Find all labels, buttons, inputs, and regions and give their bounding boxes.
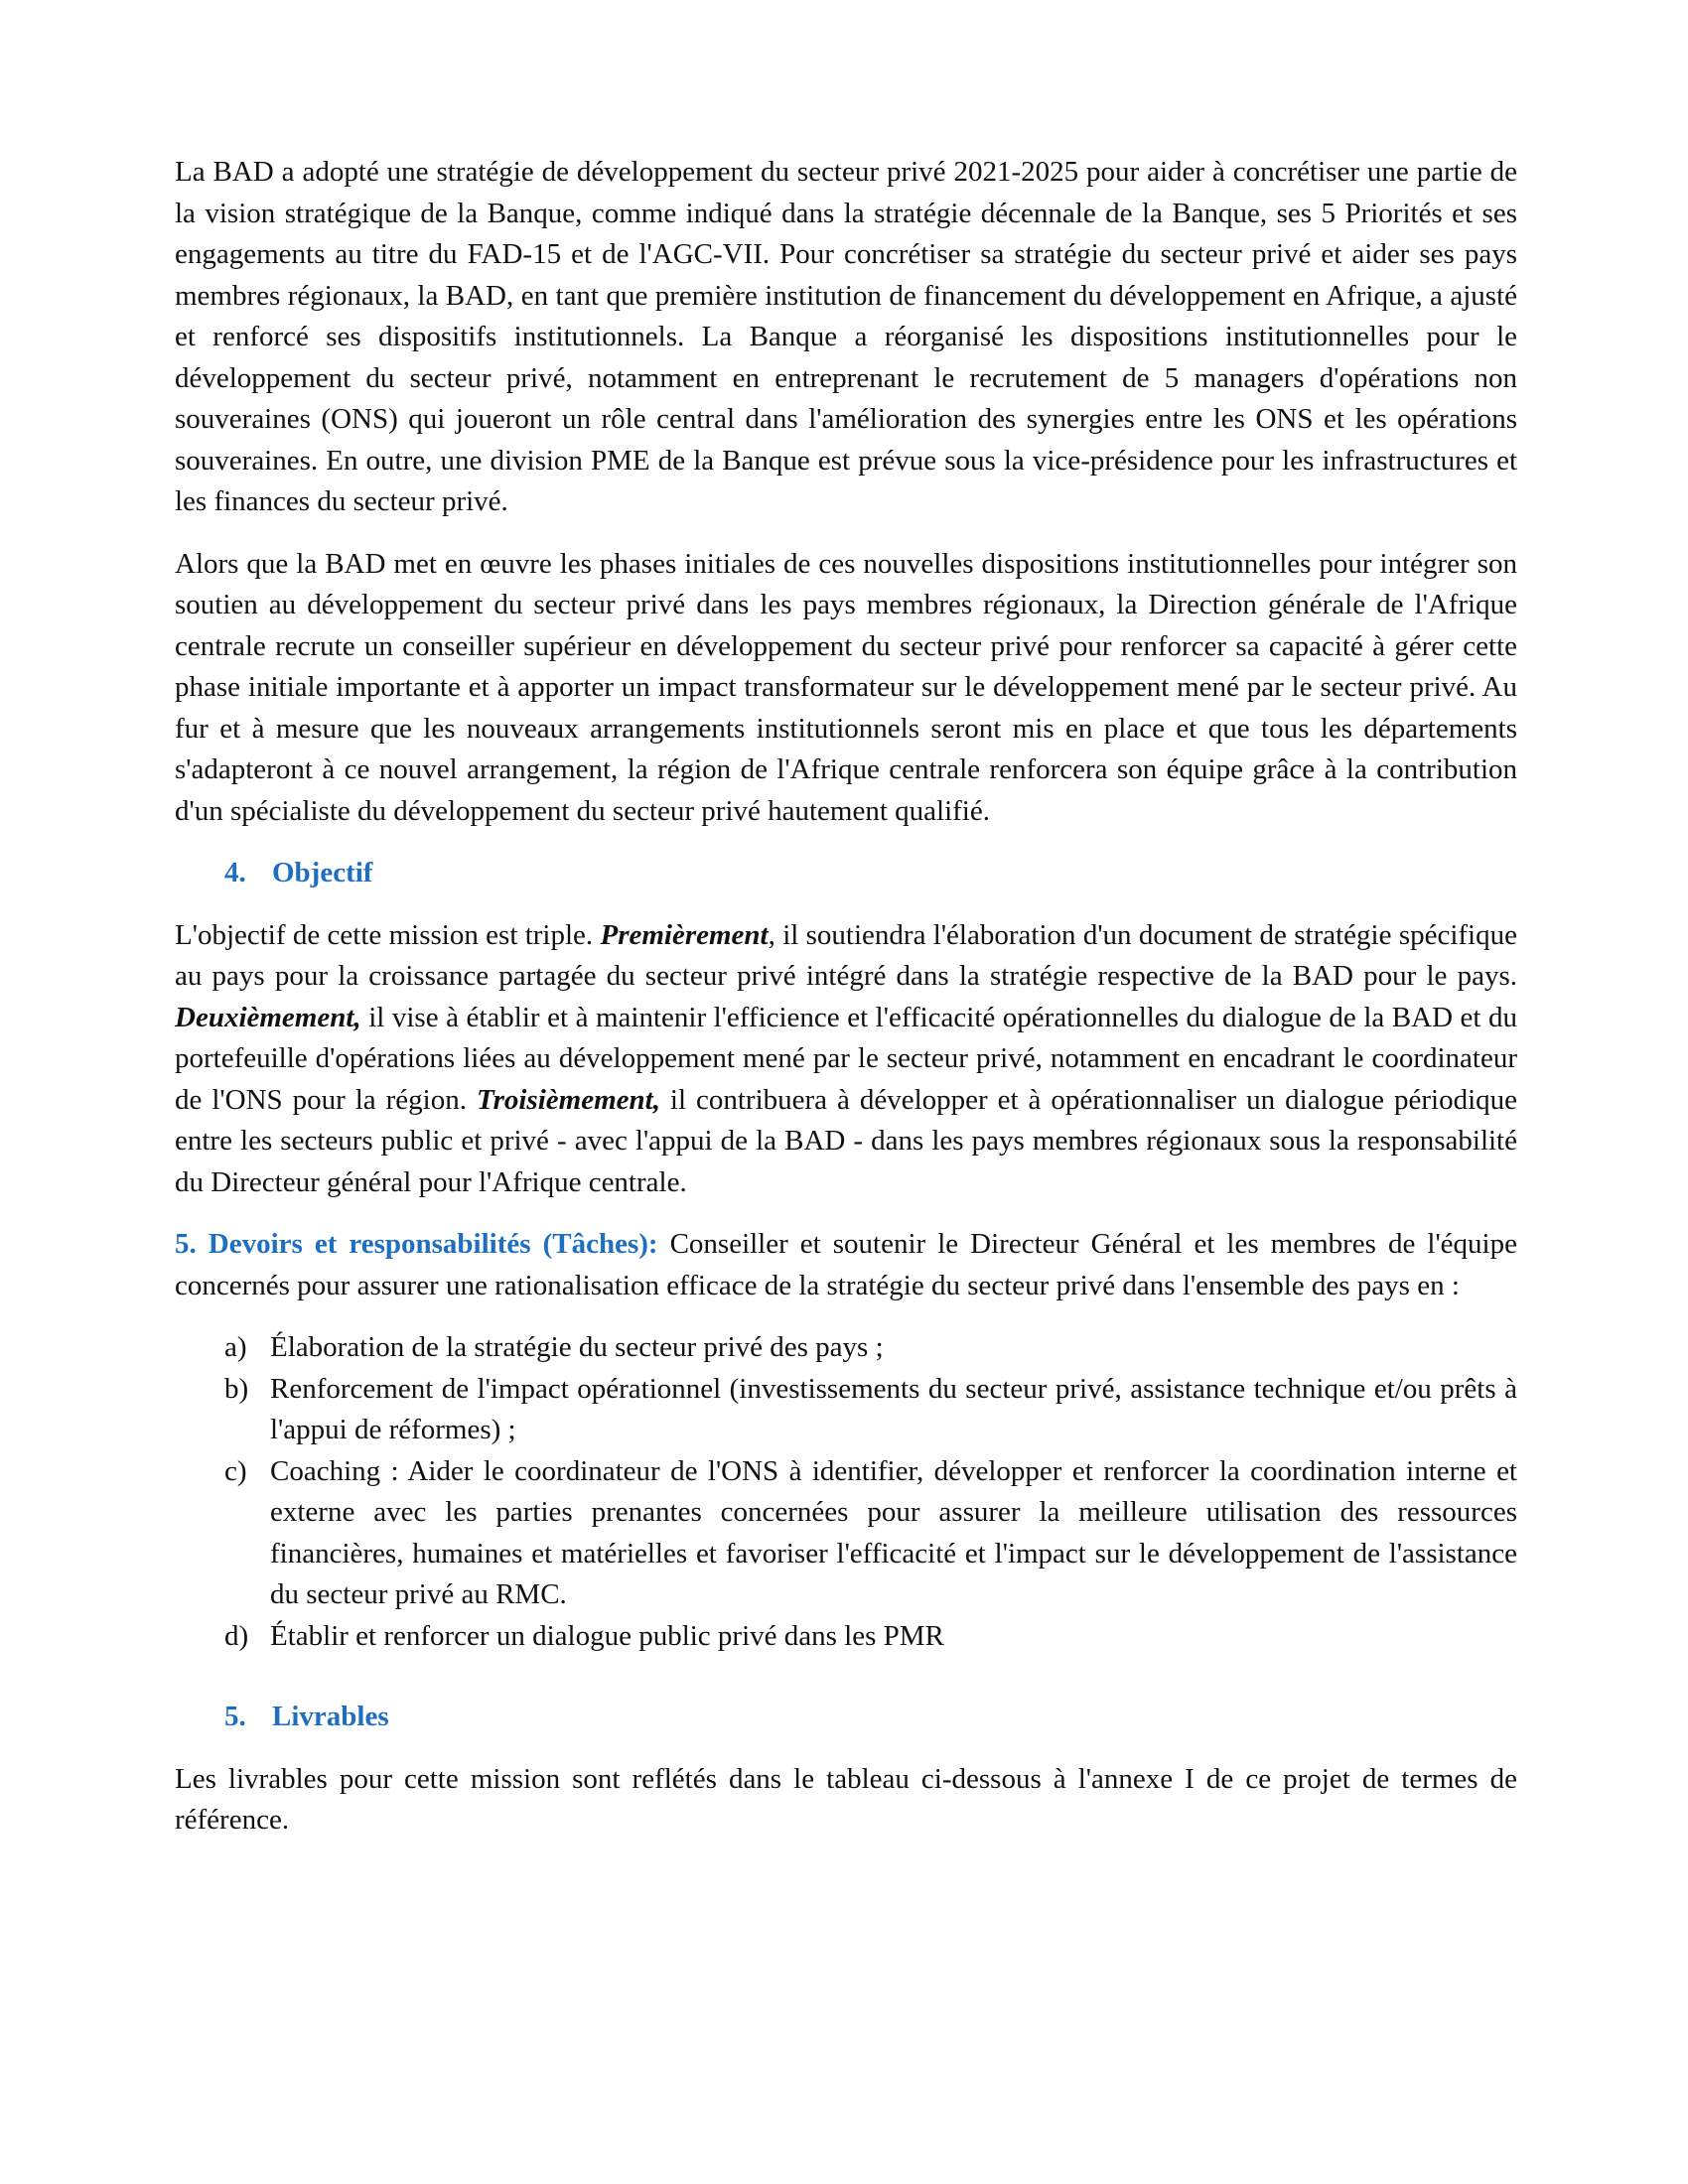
list-item [175,1369,1517,1451]
heading-livrables [175,1697,1517,1738]
objectif-text-4: il contribuera à développer et à opérationnaliser un dialogue périodique entre les secteurs public et privé - avec l'appui de la BAD - dans les pays membres régionaux sous la responsabilité du Directeur général pour l'Afrique centrale. [175,1083,1517,1198]
paragraph-livrables: Les livrables pour cette mission sont reflétés dans le tableau ci-dessous à l'annexe I de ce projet de termes de référence. [175,1762,1517,1836]
list-item [175,1451,1517,1616]
objectif-premierement: Premièrement [600,918,769,951]
devoirs-intro: Conseiller et soutenir le Directeur Général et les membres de l'équipe concernés pour assurer une rationalisation efficace de la stratégie du secteur privé dans l'ensemble des pays en : [175,1228,1517,1301]
list-item-text: Coaching : Aider le coordinateur de l'ONS à identifier, développer et renforcer la coordination interne et externe avec les parties prenantes concernées pour assurer la meilleure utilisation des ressources financières, humaines et matérielles et favoriser l'efficacité et l'impact sur le développement de l'assistance du secteur privé au RMC. [270,1454,1517,1610]
list-item-text: Établir et renforcer un dialogue public privé dans les PMR [270,1619,944,1652]
heading-devoirs: 5. Devoirs et responsabilités (Tâches): [175,1228,658,1260]
list-item-text: Élaboration de la stratégie du secteur privé des pays ; [270,1331,884,1363]
objectif-text-1: L'objectif de cette mission est triple. [175,918,601,951]
paragraph-devoirs [175,1224,1517,1306]
list-item [175,1616,1517,1658]
heading-objectif-title: Objectif [272,857,373,888]
list-item-text: Renforcement de l'impact opérationnel (investissements du secteur privé, assistance technique et/ou prêts à l'appui de réformes) ; [270,1372,1517,1445]
objectif-text-2: , il soutiendra l'élaboration d'un document de stratégie spécifique au pays pour la croissance partagée du secteur privé intégré dans la stratégie respective de la BAD pour le pays. [175,918,1517,992]
heading-objectif-number: 4. [224,857,246,888]
objectif-troisiemement: Troisièmement, [476,1083,660,1116]
list-item-marker: c) [224,1454,247,1487]
list-item-marker: a) [224,1331,247,1363]
paragraph-strategie-bad: La BAD a adopté une stratégie de développement du secteur privé 2021-2025 pour aider à concrétiser une partie de la vision stratégique de la Banque, comme indiqué dans la stratégie décennale de la Banque, ses 5 Priorités et ses engagements au titre du FAD-15 et de l'AGC-VII. Pour concrétiser sa stratégie du secteur privé et aider ses pays membres régionaux, la BAD, en tant que première institution de financement du développement en Afrique, a ajusté et renforcé ses dispositifs institutionnels. La Banque a réorganisé les dispositions institutionnelles pour le développement du secteur privé, notamment en entreprenant le recrutement de 5 managers d'opérations non souveraines (ONS) qui joueront un rôle central dans l'amélioration des synergies entre les ONS et les opérations souveraines. En outre, une division PME de la Banque est prévue sous la vice-présidence pour les infrastructures et les finances du secteur privé. [175,156,1517,517]
list-item-marker: d) [224,1619,249,1652]
paragraph-phases-initiales: Alors que la BAD met en œuvre les phases initiales de ces nouvelles dispositions institutionnelles pour intégrer son soutien au développement du secteur privé dans les pays membres régionaux, la Direction générale de l'Afrique centrale recrute un conseiller supérieur en développement du secteur privé pour renforcer sa capacité à gérer cette phase initiale importante et à apporter un impact transformateur sur le développement mené par le secteur privé. Au fur et à mesure que les nouveaux arrangements institutionnels seront mis en place et que tous les départements s'adapteront à ce nouvel arrangement, la région de l'Afrique centrale renforcera son équipe grâce à la contribution d'un spécialiste du développement du secteur privé hautement qualifié. [175,547,1517,827]
heading-livrables-number: 5. [224,1701,246,1732]
heading-objectif [175,853,1517,894]
list-item [175,1327,1517,1369]
document-page [175,152,1517,1862]
list-item-marker: b) [224,1372,249,1405]
objectif-deuxiemement: Deuxièmement, [175,1001,361,1033]
task-list [175,1327,1517,1657]
objectif-text-3: il vise à établir et à maintenir l'efficience et l'efficacité opérationnelles du dialogue de la BAD et du portefeuille d'opérations liées au développement mené par le secteur privé, notamment en encadrant le coordinateur de l'ONS pour la région. [175,1001,1517,1116]
paragraph-objectif [175,915,1517,1204]
heading-livrables-title: Livrables [272,1701,389,1732]
